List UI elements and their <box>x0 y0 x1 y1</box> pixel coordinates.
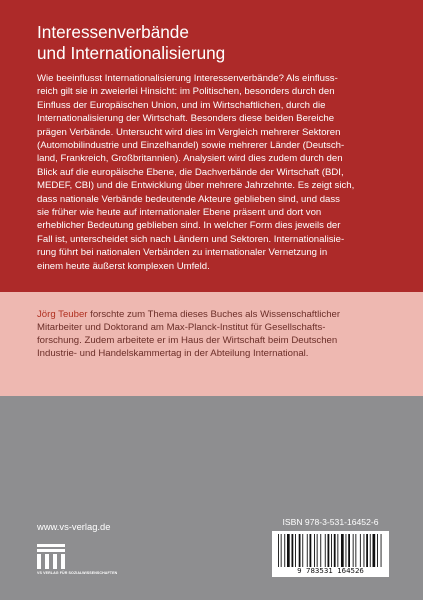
barcode-icon <box>277 534 384 567</box>
barcode-digits: 9 783531 164526 <box>297 566 364 575</box>
publisher-logo-text: VS VERLAG FÜR SOZIALWISSENSCHAFTEN <box>37 571 118 575</box>
author-bio-line <box>37 309 397 322</box>
author-name: Jörg Teuber <box>37 309 88 320</box>
publisher-logo <box>37 544 157 580</box>
book-title-line: Interessenverbände <box>37 22 189 42</box>
publisher-website: www.vs-verlag.de <box>37 521 111 532</box>
summary-line: land, Frankreich, Großbritannien). Analysiert wird dies zudem durch den <box>37 153 343 165</box>
publisher-panel <box>0 396 423 600</box>
author-bio-line: Mitarbeiter und Doktorand am Max-Planck-Institut für Gesellschafts- <box>37 321 326 333</box>
summary-line: einem heute äußerst komplexen Umfeld. <box>37 260 210 272</box>
isbn-block <box>272 517 389 577</box>
author-bio-text: forschte zum Thema dieses Buches als Wissenschaftlicher <box>87 309 341 320</box>
summary-line: Fall ist, unterscheidet sich nach Ländern und Sektoren. Internationalisie- <box>37 233 345 245</box>
summary-line: Wie beeinflusst Internationalisierung Interessenverbände? Als einfluss- <box>37 73 338 84</box>
summary-panel <box>0 0 423 292</box>
summary-line: Einfluss der Europäischen Union, und im Wirtschaftlichen, durch die <box>37 99 326 111</box>
summary-line: reich gilt sie in zweierlei Hinsicht: im Politischen, besonders durch den <box>37 86 335 98</box>
summary-line: dass nationale Verbände bedeutende Akteure geblieben sind, und dass <box>37 193 340 205</box>
summary-line: MEDEF, CBI) und die Entwicklung über mehrere Jahrzehnte. Es zeigt sich, <box>37 180 355 192</box>
summary-line: rung führt bei nationalen Verbänden zu internationaler Vernetzung in <box>37 247 328 259</box>
book-summary <box>37 72 397 273</box>
summary-line: erheblicher Bedeutung geblieben sind. In welcher Form dies jeweils der <box>37 220 341 232</box>
author-bio <box>37 309 397 361</box>
summary-line: Internationalisierung der Wirtschaft. Besonders diese beiden Bereiche <box>37 113 335 125</box>
summary-line: (Automobilindustrie und Einzelhandel) sowie mehrerer Länder (Deutsch- <box>37 140 345 152</box>
author-panel <box>0 292 423 396</box>
summary-line: sie früher wie heute auf internationaler Ebene präsent und dort von <box>37 207 322 219</box>
publisher-logo-icon <box>37 544 65 569</box>
book-title-line: und Internationalisierung <box>37 43 226 63</box>
author-bio-line: forschung. Zudem arbeitete er im Haus der Wirtschaft beim Deutschen <box>37 334 338 346</box>
summary-line: Blick auf die europäische Ebene, die Dachverbände der Wirtschaft (BDI, <box>37 166 344 178</box>
author-bio-line: Industrie- und Handelskammertag in der Abteilung International. <box>37 347 309 359</box>
book-title <box>37 22 397 64</box>
summary-line: prägen Verbände. Untersucht wird dies im Vergleich mehrerer Sektoren <box>37 126 341 138</box>
isbn-text: ISBN 978-3-531-16452-6 <box>282 517 379 527</box>
barcode <box>272 531 389 577</box>
